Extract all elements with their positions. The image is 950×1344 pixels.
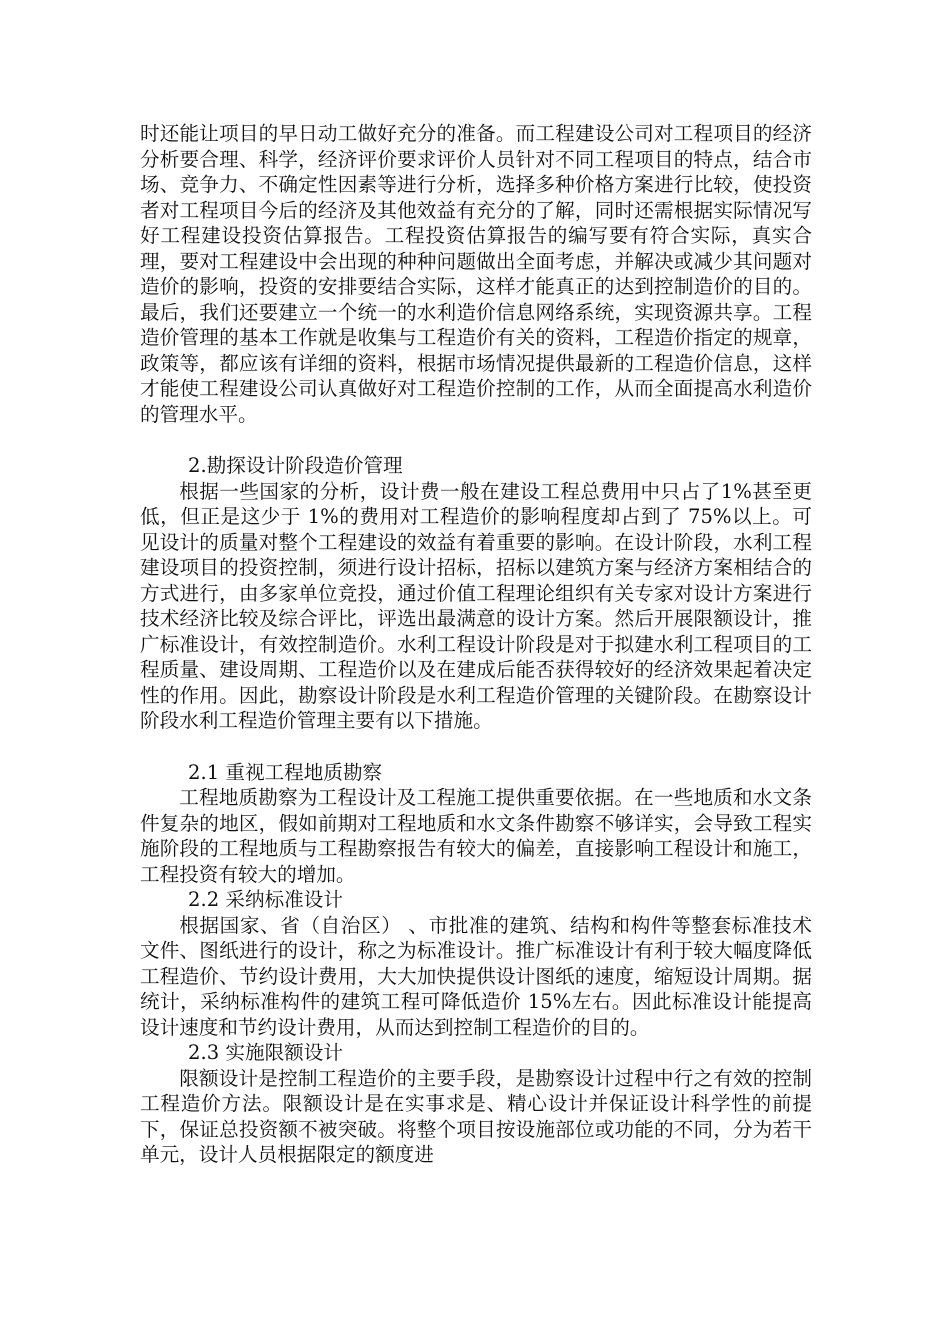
section-heading-2: 2.勘探设计阶段造价管理 (188, 454, 403, 477)
paragraph-section-2-2: 根据国家、省（自治区） 、市批准的建筑、结构和构件等整套标准技术文件、图纸进行的设计，称之为标准设计。推广标准设计有利于较大幅度降低工程造价、节约设计费用，大大加快提供设计图纸的速度，缩短设计周期。据统计，采纳标准构件的建筑工程可降低造价 15%左右。因此标准设计能提高设计速度和节约设计费用，从而达到控制工程造价的目的。 (140, 913, 812, 1039)
paragraph-section-2: 根据一些国家的分析，设计费一般在建设工程总费用中只占了1%甚至更低，但正是这少于 1%的费用对工程造价的影响程度却占到了 75%以上。可见设计的质量对整个工程建设的效益有着重要的影响。在设计阶段，水利工程建设项目的投资控制，须进行设计招标，招标以建筑方案与经济方案相结合的方式进行，由多家单位竞投，通过价值工程理论组织有关专家对设计方案进行技术经济比较及综合评比，评选出最满意的设计方案。然后开展限额设计，推广标准设计，有效控制造价。水利工程设计阶段是对于拟建水利工程项目的工程质量、建设周期、工程造价以及在建成后能否获得较好的经济效果起着决定性的作用。因此，勘察设计阶段是水利工程造价管理的关键阶段。在勘察设计阶段水利工程造价管理主要有以下措施。 (140, 479, 812, 732)
section-heading-2-1: 2.1 重视工程地质勘察 (188, 760, 383, 784)
section-heading-2-3: 2.3 实施限额设计 (188, 1041, 343, 1064)
document-page (140, 121, 812, 1168)
paragraph-section-2-1: 工程地质勘察为工程设计及工程施工提供重要依据。在一些地质和水文条件复杂的地区，假如前期对工程地质和水文条件勘察不够详实，会导致工程实施阶段的工程地质与工程勘察报告有较大的偏差，直接影响工程设计和施工，工程投资有较大的增加。 (140, 786, 812, 886)
paragraph-spacer (140, 427, 812, 453)
section-heading-2-2: 2.2 采纳标准设计 (188, 888, 343, 911)
paragraph-section-2-3: 限额设计是控制工程造价的主要手段，是勘察设计过程中行之有效的控制工程造价方法。限额设计是在实事求是、精心设计并保证设计科学性的前提下，保证总投资额不被突破。将整个项目按设施部位或功能的不同，分为若干单元，设计人员根据限定的额度进 (140, 1066, 812, 1166)
paragraph-spacer (140, 734, 812, 760)
paragraph-intro-continuation: 时还能让项目的早日动工做好充分的准备。而工程建设公司对工程项目的经济分析要合理、科学，经济评价要求评价人员针对不同工程项目的特点，结合市场、竞争力、不确定性因素等进行分析，选择多种价格方案进行比较，使投资者对工程项目今后的经济及其他效益有充分的了解，同时还需根据实际情况写好工程建设投资估算报告。工程投资估算报告的编写要有符合实际，真实合理，要对工程建设中会出现的种种问题做出全面考虑，并解决或减少其问题对造价的影响，投资的安排要结合实际，这样才能真正的达到控制造价的目的。最后，我们还要建立一个统一的水利造价信息网络系统，实现资源共享。工程造价管理的基本工作就是收集与工程造价有关的资料，工程造价指定的规章，政策等，都应该有详细的资料，根据市场情况提供最新的工程造价信息，这样才能使工程建设公司认真做好对工程造价控制的工作，从而全面提高水利造价的管理水平。 (140, 122, 812, 426)
